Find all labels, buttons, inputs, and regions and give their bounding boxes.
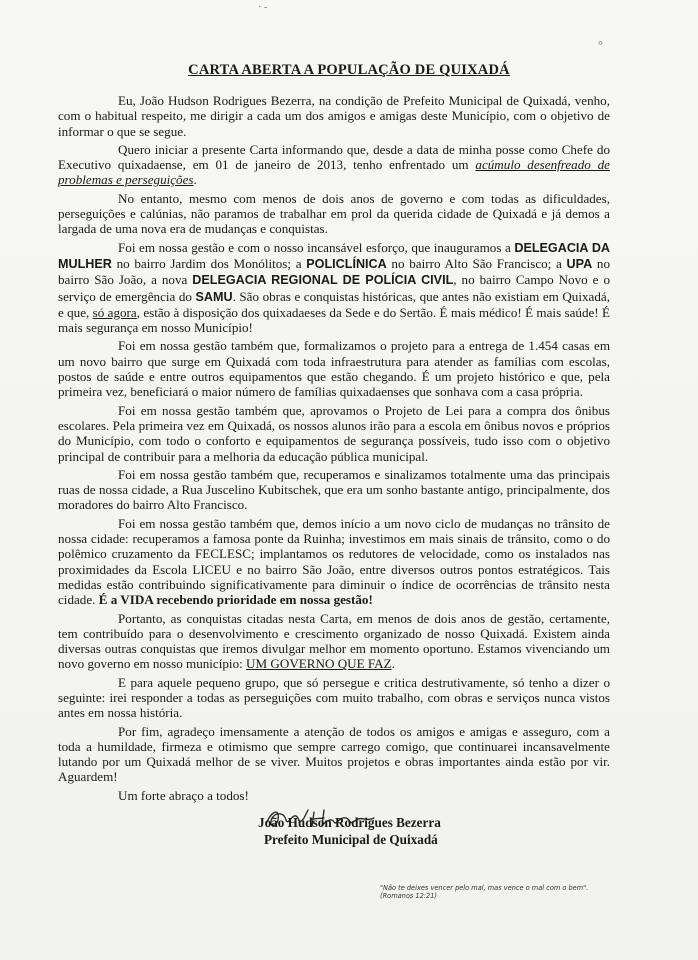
paragraph-problems: Quero iniciar a presente Carta informando que, desde a data de minha posse como Chefe do Executivo quixadaense, em 01 de janeiro de 2013, tenho enfrentado um acúmulo desenfreado de problemas e perseguições. [58,141,610,188]
emphasis-problems: acúmulo desenfreado de problemas e perseguições [58,157,610,188]
letter-title: CARTA ABERTA A POPULAÇÃO DE QUIXADÁ [188,62,510,78]
highlight-delegacia-regional: DELEGACIA REGIONAL DE POLÍCIA CIVIL [192,273,454,288]
paragraph-school-buses: Foi em nossa gestão também que, aprovamos o Projeto de Lei para a compra dos ônibus escolares. Pela primeira vez em Quixadá, os nossos alunos irão para a escola em ônibus novos e próprios do Município, com todo o conforto e equipamentos de segurança possíveis, tudo isso com o objetivo principal de contribuir para a melhoria da educação pública municipal. [58,402,610,464]
letter-body [58,93,610,806]
signer-name: João Hudson Rodrigues Bezerra [258,815,441,830]
highlight-policlinica: POLICLÍNICA [306,256,387,271]
emphasis-vida: É a VIDA recebendo prioridade em nossa gestão! [98,592,373,608]
emphasis-governo-que-faz: UM GOVERNO QUE FAZ [246,656,392,672]
paragraph-continuity: No entanto, mesmo com menos de dois anos de governo e com todas as dificuldades, perseguições e calúnias, não paramos de trabalhar em prol da querida cidade de Quixadá e já demos a largada de uma nova era de mudanças e conquistas. [58,190,610,237]
scan-mark: ° [598,38,603,52]
paragraph-housing: Foi em nossa gestão também que, formalizamos o projeto para a entrega de 1.454 casas em um novo bairro que surge em Quixadá com toda infraestrutura para atender as famílias com escolas, postos de saúde e entre outros equipamentos que estão chegando. É um projeto histórico e que, pela primeira vez, beneficiará o maior número de famílias quixadaenses que sonhava com a casa própria. [58,338,610,400]
paragraph-street: Foi em nossa gestão também que, recuperamos e sinalizamos totalmente uma das principais ruas de nossa cidade, a Rua Juscelino Kubitschek, que era um sonho bastante antigo, principalmente, dos moradores do bairro Alto Francisco. [58,466,610,513]
paragraph-intro: Eu, João Hudson Rodrigues Bezerra, na condição de Prefeito Municipal de Quixadá, venho, com o habitual respeito, me dirigir a cada um dos amigos e amigas deste Município, com o objetivo de informar o que se segue. [58,93,610,139]
paragraph-inaugurations: Foi em nossa gestão e com o nosso incansável esforço, que inauguramos a DELEGACIA DA MULHER no bairro Jardim dos Monólitos; a POLICLÍNICA no bairro Alto São Francisco; a UPA no bairro São João, a nova DELEGACIA REGIONAL DE POLÍCIA CIVIL, no bairro Campo Novo e o serviço de emergência do SAMU. São obras e conquistas históricas, que antes não existiam em Quixadá, e que, só agora, estão à disposição dos quixadaeses da Sede e do Sertão. É mais médico! É mais saúde! É mais segurança em nosso Município! [58,239,611,336]
highlight-delegacia-mulher: DELEGACIA DA MULHER [58,240,611,271]
bible-quote: "Não te deixes vencer pelo mal, mas vence o mal com o bem". (Romanos 12:21) [380,884,589,900]
signer-role: Prefeito Municipal de Quixadá [264,832,438,847]
emphasis-so-agora: só agora [92,304,137,320]
highlight-upa: UPA [566,256,593,271]
highlight-samu: SAMU [195,289,233,304]
paragraph-conclusion: Portanto, as conquistas citadas nesta Carta, em menos de dois anos de gestão, certamente, tem contribuído para o desenvolvimento e crescimento organizado de nosso Quixadá. Existem ainda diversas outras conquistas que iremos divulgar melhor em momento oportuno. Estamos vivenciando um novo governo em nosso município: UM GOVERNO QUE FAZ. [58,610,610,672]
signature-block [258,814,498,848]
paragraph-critics: E para aquele pequeno grupo, que só persegue e critica destrutivamente, só tenho a dizer o seguinte: irei responder a todas as perseguições com muito trabalho, com obras e serviços nunca vistos antes em nossa história. [58,674,610,721]
paragraph-farewell: Um forte abraço a todos! [118,787,249,803]
scan-mark: · - [258,2,268,13]
paragraph-thanks: Por fim, agradeço imensamente a atenção de todos os amigos e amigas e asseguro, com a toda a humildade, firmeza e otimismo que sempre carrego comigo, que continuarei incansavelmente lutando por um Quixadá melhor de se viver. Muitos projetos e obras importantes ainda estão por vir. Aguardem! [58,723,610,785]
paragraph-traffic: Foi em nossa gestão também que, demos início a um novo ciclo de mudanças no trânsito de nossa cidade: recuperamos a famosa ponte da Ruinha; investimos em mais sinais de trânsito, como o do polêmico cruzamento da FECLESC; implantamos os redutores de velocidade, como os instalados nas proximidades da Escola LICEU e no bairro São João, entre diversos outros pontos estratégicos. Tais medidas estão contribuindo significativamente para diminuir o índice de ocorrências de trânsito nesta cidade. É a VIDA recebendo prioridade em nossa gestão! [58,515,610,608]
